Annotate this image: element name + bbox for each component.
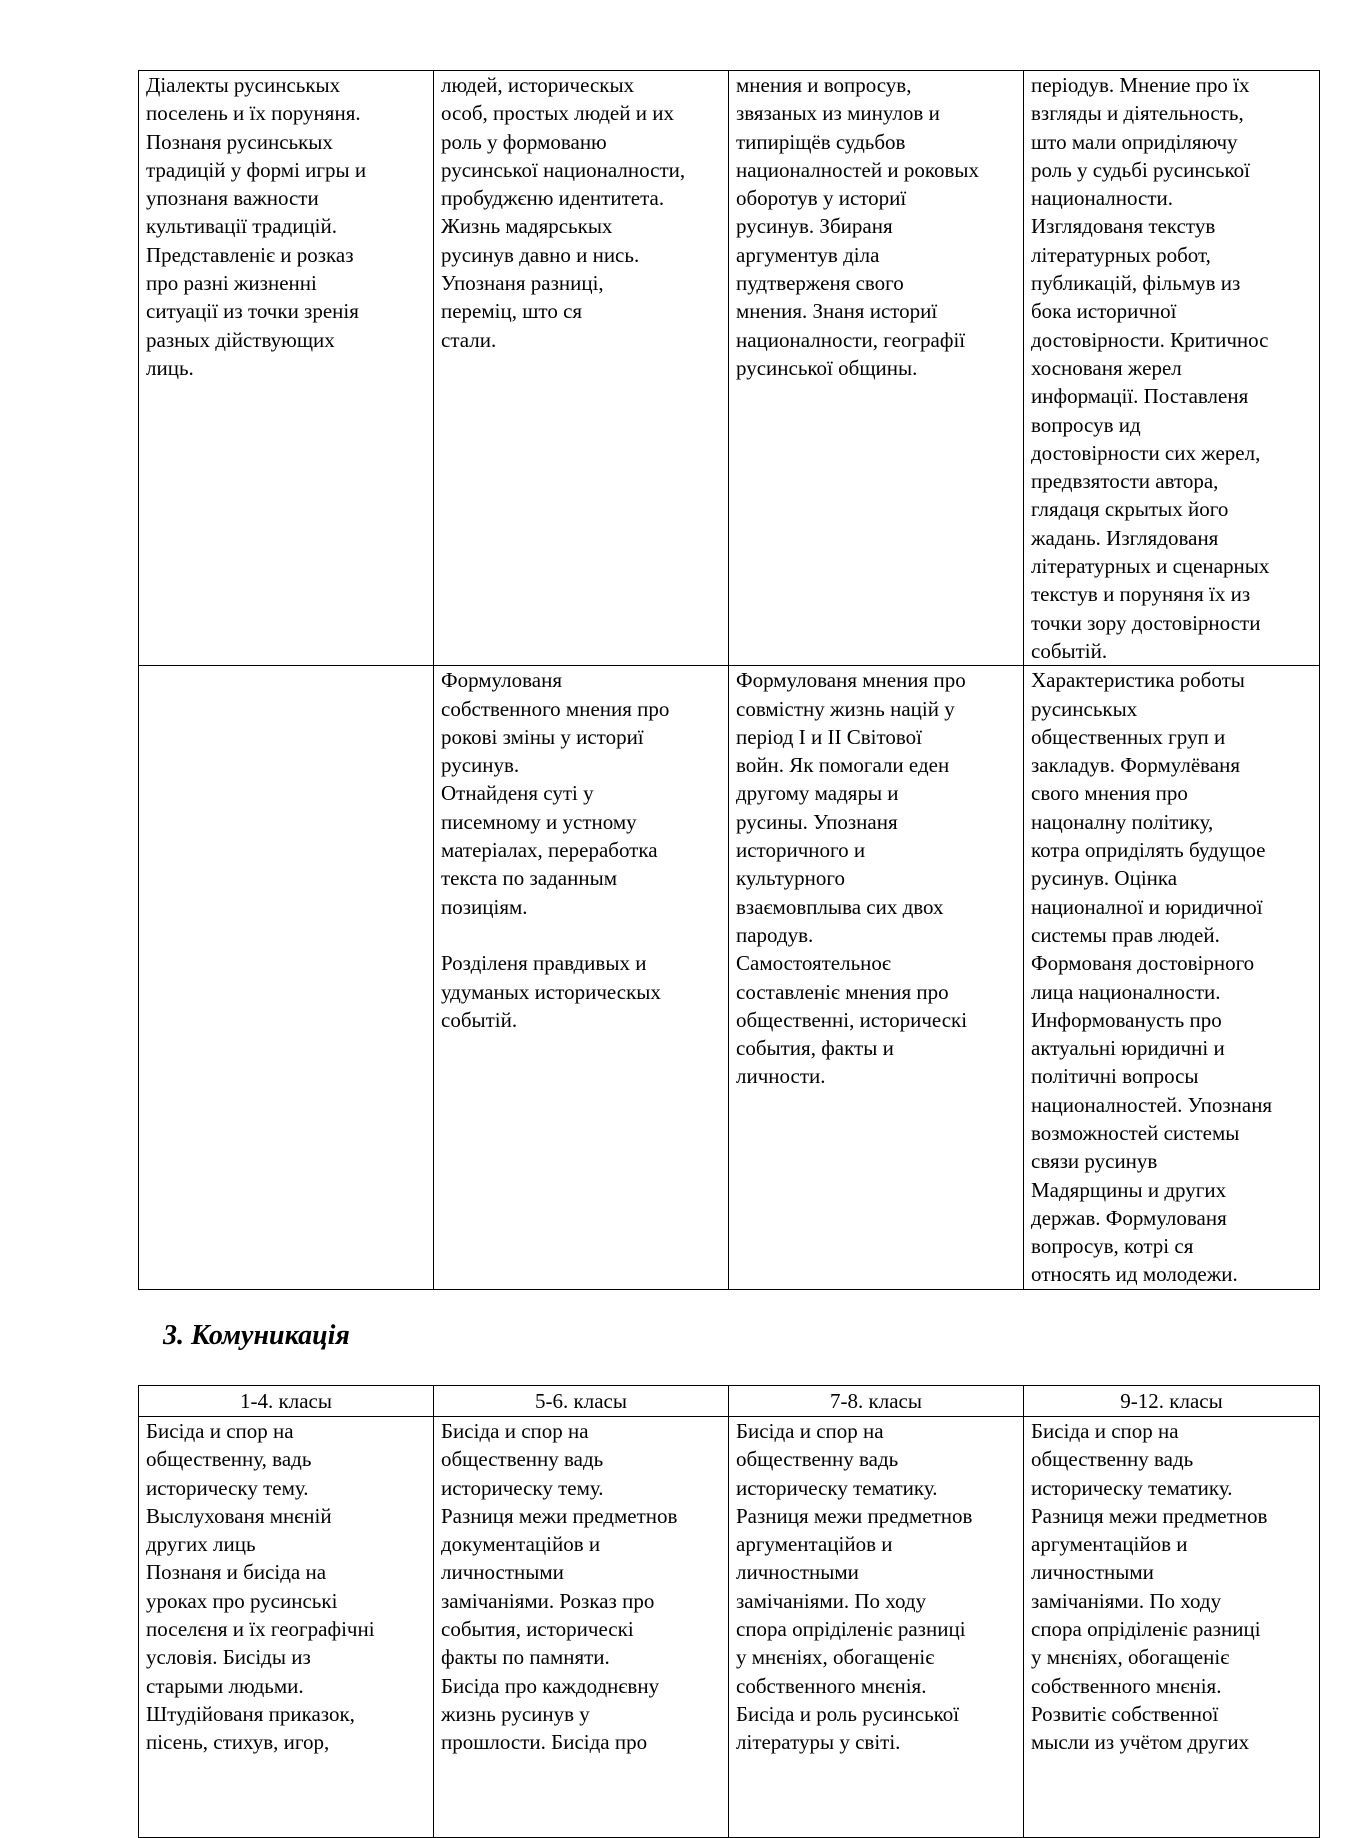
cell-text-line: историческу тему.	[441, 1475, 604, 1500]
table-cell	[434, 666, 729, 1290]
cell-text-line: замічаніями. По ходу	[1031, 1588, 1222, 1613]
cell-text-line: літературных робот,	[1031, 242, 1211, 267]
cell-text-line: уроках про русинські	[146, 1588, 338, 1613]
cell-text-line: Бисіда и спор на	[146, 1419, 294, 1443]
history-competence-table	[138, 70, 1320, 1290]
cell-text-line: прошлости. Бисіда про	[441, 1730, 648, 1755]
cell-text-line: жизнь русинув у	[441, 1701, 590, 1726]
cell-text-line: Жизнь мадярськых	[441, 214, 613, 239]
cell-text-line: русинув. Оцінка	[1031, 866, 1178, 891]
cell-text-line: историческу тему.	[146, 1475, 309, 1500]
cell-text-line: событій.	[1031, 638, 1108, 663]
cell-text-line: аргументаційов и	[736, 1532, 893, 1557]
cell-text-line: Мадярщины и других	[1031, 1177, 1227, 1202]
cell-text-line: Бисіда и спор на	[736, 1419, 884, 1443]
cell-text-line: культурного	[736, 866, 845, 891]
cell-text-line: упознаня важности	[146, 186, 319, 211]
cell-text-line: вопросув ид	[1031, 412, 1141, 437]
cell-text-line: позиціям.	[441, 894, 528, 919]
cell-text-line: ситуації из точки зренія	[146, 299, 359, 324]
cell-text-line: собственного мнения про	[441, 696, 670, 721]
cell-text-line: культивації традицій.	[146, 214, 338, 239]
cell-text-line: мысли из учётом других	[1031, 1730, 1250, 1755]
cell-text-line: рокові зміны у историї	[441, 724, 644, 749]
cell-text-line: спора опріділеніє разниці	[1031, 1617, 1261, 1642]
cell-text-line: удуманых историческых	[441, 979, 661, 1004]
cell-text-line: русинув.	[441, 753, 520, 778]
cell-text-line: старыми людьми.	[146, 1673, 304, 1698]
cell-text-line: русинської общины.	[736, 355, 918, 380]
cell-text-line: войн. Як помогали еден	[736, 753, 950, 778]
communication-table	[138, 1385, 1320, 1838]
cell-text-line: Бисіда и роль русинської	[736, 1701, 960, 1726]
cell-text-line: системы прав людей.	[1031, 922, 1220, 947]
cell-text-line: хоснованя жерел	[1031, 355, 1182, 380]
cell-text-line: нацоналну політику,	[1031, 809, 1214, 834]
cell-text-line: лица националности.	[1031, 979, 1221, 1004]
cell-text-line: взаємовплыва сих двох	[736, 894, 944, 919]
cell-text-line: людей, историческых	[441, 73, 635, 97]
cell-text-line: общественну вадь	[441, 1447, 604, 1472]
cell-text-line: историческу тематику.	[736, 1475, 938, 1500]
cell-text-line: русинськых	[1031, 696, 1138, 721]
cell-text-line: другому мадяры и	[736, 781, 899, 806]
cell-text-line: общественні, историческі	[736, 1007, 968, 1032]
cell-text-line: националної и юридичної	[1031, 894, 1263, 919]
cell-text-line: замічаніями. Розказ про	[441, 1588, 655, 1613]
cell-text-line: про разні жизненні	[146, 271, 317, 296]
cell-text-line: Формованя достовірного	[1031, 951, 1255, 976]
cell-text-line: Изглядованя текстув	[1031, 214, 1216, 239]
cell-text-line: русинув давно и нись.	[441, 242, 640, 267]
table-cell	[434, 1417, 729, 1838]
cell-text-line: мнения. Знаня историї	[736, 299, 938, 324]
cell-text-line: личности.	[736, 1064, 826, 1089]
cell-text-line: Информованусть про	[1031, 1007, 1222, 1032]
cell-text-line: националности.	[1031, 186, 1174, 211]
table-header-row	[139, 1386, 1320, 1417]
cell-text-line: точки зору достовірности	[1031, 610, 1261, 635]
table-cell	[729, 666, 1024, 1290]
cell-text-line: русинув. Збираня	[736, 214, 893, 239]
cell-text-line: события, историческі	[441, 1617, 634, 1642]
cell-text-line: аргументаційов и	[1031, 1532, 1188, 1557]
cell-text-line: возможностей системы	[1031, 1120, 1240, 1145]
cell-text-line: Бисіда про каждоднєвну	[441, 1673, 660, 1698]
cell-text-line: політичні вопросы	[1031, 1064, 1199, 1089]
cell-text-line: русины. Упознаня	[736, 809, 898, 834]
table-cell	[139, 71, 434, 666]
table-cell	[729, 1417, 1024, 1838]
cell-text-line: Розділеня правдивых и	[441, 951, 647, 976]
cell-text-line: замічаніями. По ходу	[736, 1588, 927, 1613]
cell-text-line: взгляды и діятельность,	[1031, 101, 1244, 126]
cell-text-line: Познаня русинськых	[146, 129, 333, 154]
cell-text-line: роль у судьбі русинської	[1031, 157, 1250, 182]
cell-text-line: Познаня и бисіда на	[146, 1560, 327, 1585]
cell-text-line: общественну вадь	[1031, 1447, 1194, 1472]
cell-text-line: собственного мнєнія.	[736, 1673, 927, 1698]
section-heading: 3. Комуникація	[163, 1320, 350, 1351]
cell-text-line: Бисіда и спор на	[1031, 1419, 1179, 1443]
cell-text-line: матеріалах, переработка	[441, 838, 658, 863]
cell-text-line: Разниця межи предметнов	[441, 1503, 678, 1528]
cell-text-line: поселень и їх поруняня.	[146, 101, 361, 126]
cell-text-line: предвзятости автора,	[1031, 469, 1219, 494]
column-header: 1-4. класы	[139, 1386, 434, 1417]
cell-text-line: националности, географії	[736, 327, 966, 352]
cell-text-line: текста по заданным	[441, 866, 617, 891]
column-header: 7-8. класы	[729, 1386, 1024, 1417]
table-cell	[434, 71, 729, 666]
cell-text-line: пудтверженя свого	[736, 271, 904, 296]
cell-text-line: жадань. Изглядованя	[1031, 525, 1219, 550]
cell-text-line: закладув. Формулёваня	[1031, 753, 1241, 778]
cell-text-line: Отнайденя суті у	[441, 781, 594, 806]
cell-text-line: собственного мнєнія.	[1031, 1673, 1222, 1698]
cell-text-line: поселєня и їх географічні	[146, 1617, 375, 1642]
cell-text-line: общественных груп и	[1031, 724, 1226, 749]
cell-text-line: совмістну жизнь націй у	[736, 696, 955, 721]
column-header: 5-6. класы	[434, 1386, 729, 1417]
cell-text-line: звязаных из минулов и	[736, 101, 940, 126]
cell-text-line: пісень, стихув, игор,	[146, 1730, 330, 1755]
cell-text-line: условія. Бисіды из	[146, 1645, 311, 1670]
cell-text-line: особ, простых людей и их	[441, 101, 674, 126]
cell-text-line: личностными	[1031, 1560, 1154, 1585]
cell-text-line: событій.	[441, 1007, 518, 1032]
cell-text-line: разных дійствующих	[146, 327, 335, 352]
cell-text-line: текстув и поруняня їх из	[1031, 582, 1251, 607]
cell-text-line: других лиць	[146, 1532, 256, 1557]
cell-text-line: роль у формованю	[441, 129, 607, 154]
cell-text-line: вопросув, котрі ся	[1031, 1234, 1194, 1259]
cell-text-line: переміц, што ся	[441, 299, 583, 324]
cell-text-line: Формулованя	[441, 668, 562, 693]
cell-text-line: националностей. Упознаня	[1031, 1092, 1273, 1117]
cell-text-line: Самостоятельноє	[736, 951, 891, 976]
cell-text-line: общественну вадь	[736, 1447, 899, 1472]
cell-text-line: Разниця межи предметнов	[736, 1503, 973, 1528]
cell-text-line: писемному и устному	[441, 809, 637, 834]
cell-text-line: факты по памняти.	[441, 1645, 610, 1670]
cell-text-line: Формулованя мнения про	[736, 668, 966, 693]
cell-text-line: события, факты и	[736, 1036, 894, 1061]
cell-text-line: историчного и	[736, 838, 866, 863]
table-cell	[729, 71, 1024, 666]
cell-text-line: традицій у формі игры и	[146, 157, 367, 182]
cell-text-line: глядаця скрытых його	[1031, 497, 1229, 522]
table-cell	[139, 666, 434, 1290]
cell-text-line: достовірности. Критичнос	[1031, 327, 1269, 352]
cell-text-line: оборотув у историї	[736, 186, 907, 211]
cell-text-line: информації. Поставленя	[1031, 384, 1249, 409]
cell-text-line: Діалекты русинськых	[146, 73, 341, 97]
cell-text-line: Разниця межи предметнов	[1031, 1503, 1268, 1528]
table-row	[139, 1417, 1320, 1838]
cell-text-line: стали.	[441, 327, 497, 352]
cell-text-line: личностными	[736, 1560, 859, 1585]
cell-text-line: личностными	[441, 1560, 564, 1585]
cell-text-line: документаційов и	[441, 1532, 601, 1557]
cell-text-line: спора опріділеніє разниці	[736, 1617, 966, 1642]
cell-text-line: Представленіє и розказ	[146, 242, 354, 267]
cell-text-line: лиць.	[146, 355, 194, 380]
cell-text-line: националностей и роковых	[736, 157, 979, 182]
cell-text-line: общественну, вадь	[146, 1447, 312, 1472]
cell-text-line: у мнєніях, обогащеніє	[1031, 1645, 1230, 1670]
table-row	[139, 71, 1320, 666]
cell-text-line: мнения и вопросув,	[736, 73, 912, 97]
cell-text-line: типиріщёв судьбов	[736, 129, 906, 154]
cell-text-line: котра оприділять будущое	[1031, 838, 1266, 863]
cell-text-line: літературных и сценарных	[1031, 554, 1270, 579]
cell-text-line: Упознаня разниці,	[441, 271, 604, 296]
cell-text-line: русинської националности,	[441, 157, 686, 182]
cell-text-line: літературы у світі.	[736, 1730, 901, 1755]
cell-text-line: Выслухованя мнєній	[146, 1503, 332, 1528]
cell-text-line: період І и ІІ Світової	[736, 724, 922, 749]
cell-text-line: Характеристика роботы	[1031, 668, 1245, 693]
column-header: 9-12. класы	[1024, 1386, 1320, 1417]
cell-text-line: достовірности сих жерел,	[1031, 440, 1261, 465]
cell-text-line: пародув.	[736, 922, 814, 947]
cell-text-line: Штудійованя приказок,	[146, 1701, 355, 1726]
cell-text-line: публикацій, фільмув из	[1031, 271, 1241, 296]
cell-text-line: историческу тематику.	[1031, 1475, 1233, 1500]
cell-text-line: свого мнения про	[1031, 781, 1188, 806]
table-cell	[139, 1417, 434, 1838]
cell-text-line	[441, 921, 722, 949]
cell-text-line: Розвитіє собственної	[1031, 1701, 1219, 1726]
cell-text-line: пробуджєню идентитета.	[441, 186, 665, 211]
table-cell	[1024, 71, 1320, 666]
cell-text-line: составленіє мнения про	[736, 979, 949, 1004]
cell-text-line: што мали оприділяючу	[1031, 129, 1238, 154]
table-cell	[1024, 1417, 1320, 1838]
cell-text-line: бока историчної	[1031, 299, 1177, 324]
cell-text-line: актуальні юридичні и	[1031, 1036, 1225, 1061]
cell-text-line: связи русинув	[1031, 1149, 1158, 1174]
cell-text-line: періодув. Мнение про їх	[1031, 73, 1250, 97]
cell-text-line: аргументув діла	[736, 242, 880, 267]
cell-text-line: у мнєніях, обогащеніє	[736, 1645, 935, 1670]
cell-text-line: относять ид молодежи.	[1031, 1262, 1238, 1287]
cell-text-line: Бисіда и спор на	[441, 1419, 589, 1443]
cell-text-line: держав. Формулованя	[1031, 1205, 1227, 1230]
table-cell	[1024, 666, 1320, 1290]
table-row	[139, 666, 1320, 1290]
